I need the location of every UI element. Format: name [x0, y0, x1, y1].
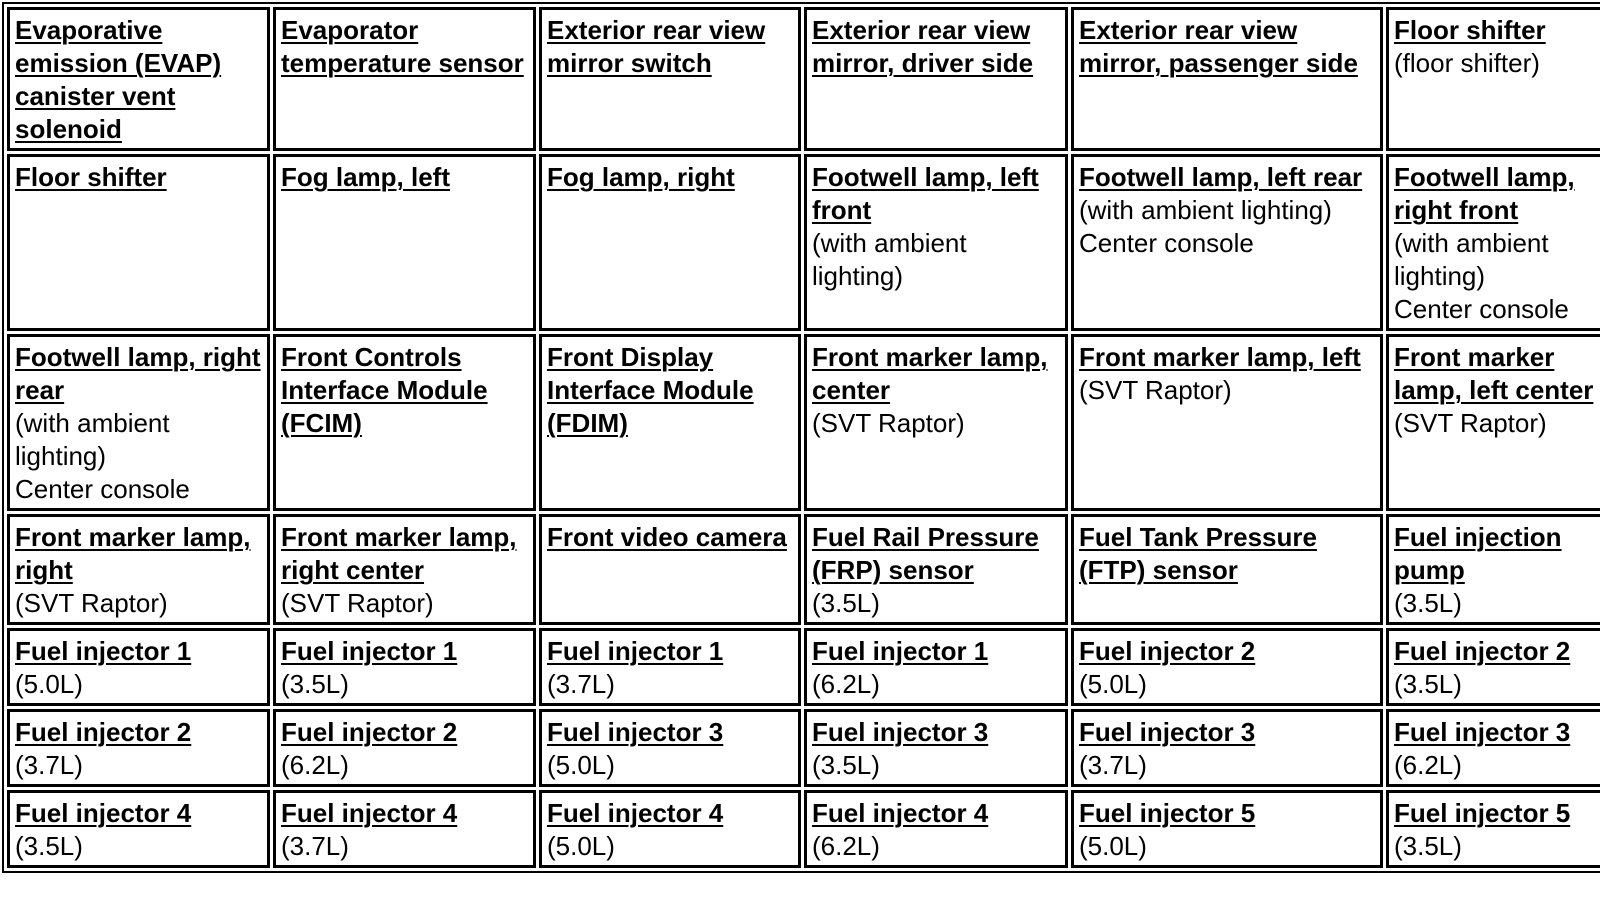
component-note: (3.7L) [281, 831, 349, 861]
component-note: (3.5L) [1394, 669, 1462, 699]
component-link[interactable]: Footwell lamp, right rear [15, 342, 261, 405]
component-cell [1071, 790, 1383, 868]
component-link[interactable]: Fuel injector 2 [281, 717, 458, 747]
component-note: Center console [1394, 294, 1569, 324]
table-row [7, 790, 1600, 868]
component-cell [804, 334, 1068, 511]
component-link[interactable]: Front marker lamp, right center [281, 522, 517, 585]
component-cell [804, 628, 1068, 706]
component-note: (6.2L) [812, 669, 880, 699]
component-note: (SVT Raptor) [281, 588, 434, 618]
component-cell [273, 334, 536, 511]
table-row [7, 628, 1600, 706]
component-index-page [0, 2, 1600, 910]
table-row [7, 709, 1600, 787]
component-link[interactable]: Exterior rear view mirror, driver side [812, 15, 1034, 78]
component-note: (SVT Raptor) [1079, 375, 1232, 405]
component-link[interactable]: Floor shifter [1394, 15, 1546, 45]
component-note: (3.5L) [1394, 831, 1462, 861]
component-cell [539, 709, 801, 787]
component-note: (3.5L) [1394, 588, 1462, 618]
component-link[interactable]: Fuel injector 3 [547, 717, 724, 747]
component-cell [1071, 334, 1383, 511]
component-note: Center console [15, 474, 190, 504]
component-link[interactable]: Exterior rear view mirror switch [547, 15, 766, 78]
component-cell [539, 514, 801, 625]
component-note: (with ambient lighting) [1079, 195, 1332, 225]
table-row [7, 154, 1600, 331]
component-note: (floor shifter) [1394, 48, 1540, 78]
component-note: (3.5L) [281, 669, 349, 699]
component-note: (5.0L) [15, 669, 83, 699]
component-link[interactable]: Fuel injector 2 [1394, 636, 1571, 666]
component-link[interactable]: Fuel Rail Pressure (FRP) sensor [812, 522, 1039, 585]
component-cell [1386, 7, 1600, 151]
table-row [7, 514, 1600, 625]
component-cell [804, 154, 1068, 331]
component-cell [273, 154, 536, 331]
component-link[interactable]: Front marker lamp, left [1079, 342, 1361, 372]
component-link[interactable]: Fuel injection pump [1394, 522, 1562, 585]
component-link[interactable]: Front video camera [547, 522, 787, 552]
component-cell [7, 628, 270, 706]
component-cell [539, 7, 801, 151]
component-cell [273, 514, 536, 625]
component-cell [7, 154, 270, 331]
component-note: (5.0L) [1079, 669, 1147, 699]
component-note: (SVT Raptor) [812, 408, 965, 438]
component-link[interactable]: Fuel injector 4 [15, 798, 192, 828]
component-note: (3.7L) [15, 750, 83, 780]
component-cell [1071, 514, 1383, 625]
table-body [7, 7, 1600, 868]
component-note: (3.7L) [547, 669, 615, 699]
component-cell [1071, 628, 1383, 706]
component-note: (3.7L) [1079, 750, 1147, 780]
component-link[interactable]: Front marker lamp, left center [1394, 342, 1594, 405]
component-link[interactable]: Footwell lamp, left rear [1079, 162, 1363, 192]
component-note: (6.2L) [812, 831, 880, 861]
component-note: (with ambient lighting) [1394, 228, 1549, 291]
component-cell [804, 790, 1068, 868]
component-cell [804, 514, 1068, 625]
component-cell [7, 709, 270, 787]
component-note: (with ambient lighting) [15, 408, 170, 471]
component-link[interactable]: Fuel injector 3 [812, 717, 989, 747]
table-row [7, 334, 1600, 511]
component-note: (3.5L) [812, 750, 880, 780]
component-link[interactable]: Fuel injector 2 [1079, 636, 1256, 666]
component-link[interactable]: Front marker lamp, center [812, 342, 1048, 405]
component-cell [1386, 628, 1600, 706]
component-note: (3.5L) [15, 831, 83, 861]
component-link[interactable]: Footwell lamp, right front [1394, 162, 1575, 225]
component-location-table [2, 2, 1600, 873]
component-cell [539, 154, 801, 331]
component-cell [1386, 790, 1600, 868]
component-note: (5.0L) [547, 750, 615, 780]
component-link[interactable]: Fuel injector 3 [1394, 717, 1571, 747]
component-link[interactable]: Fog lamp, left [281, 162, 450, 192]
component-cell [7, 334, 270, 511]
component-cell [1386, 514, 1600, 625]
component-cell [1386, 334, 1600, 511]
component-link[interactable]: Fuel Tank Pressure (FTP) sensor [1079, 522, 1317, 585]
component-cell [273, 709, 536, 787]
component-cell [1071, 154, 1383, 331]
component-link[interactable]: Front marker lamp, right [15, 522, 251, 585]
component-note: (6.2L) [1394, 750, 1462, 780]
component-cell [1386, 154, 1600, 331]
component-note: (5.0L) [1079, 831, 1147, 861]
component-cell [804, 7, 1068, 151]
component-cell [539, 790, 801, 868]
component-cell [1386, 709, 1600, 787]
component-cell [273, 7, 536, 151]
component-note: (6.2L) [281, 750, 349, 780]
component-note: (SVT Raptor) [15, 588, 168, 618]
component-link[interactable]: Fog lamp, right [547, 162, 735, 192]
component-link[interactable]: Footwell lamp, left front [812, 162, 1039, 225]
component-link[interactable]: Fuel injector 4 [281, 798, 458, 828]
component-note: Center console [1079, 228, 1254, 258]
component-cell [7, 7, 270, 151]
component-cell [1071, 7, 1383, 151]
component-cell [273, 790, 536, 868]
component-cell [273, 628, 536, 706]
component-link[interactable]: Floor shifter [15, 162, 167, 192]
component-link[interactable]: Evaporative emission (EVAP) canister vent solenoid [15, 15, 222, 144]
component-note: (with ambient lighting) [812, 228, 967, 291]
component-cell [7, 790, 270, 868]
component-link[interactable]: Fuel injector 2 [15, 717, 192, 747]
component-cell [539, 334, 801, 511]
component-note: (3.5L) [812, 588, 880, 618]
component-cell [1071, 709, 1383, 787]
component-note: (SVT Raptor) [1394, 408, 1547, 438]
component-link[interactable]: Exterior rear view mirror, passenger side [1079, 15, 1358, 78]
component-note: (5.0L) [547, 831, 615, 861]
component-link[interactable]: Front Display Interface Module (FDIM) [547, 342, 754, 438]
component-cell [539, 628, 801, 706]
component-link[interactable]: Fuel injector 3 [1079, 717, 1256, 747]
component-cell [7, 514, 270, 625]
component-link[interactable]: Fuel injector 5 [1079, 798, 1256, 828]
component-link[interactable]: Fuel injector 1 [281, 636, 458, 666]
table-row [7, 7, 1600, 151]
component-link[interactable]: Fuel injector 5 [1394, 798, 1571, 828]
component-cell [804, 709, 1068, 787]
component-link[interactable]: Fuel injector 1 [547, 636, 724, 666]
component-link[interactable]: Fuel injector 1 [15, 636, 192, 666]
component-link[interactable]: Fuel injector 1 [812, 636, 989, 666]
component-link[interactable]: Front Controls Interface Module (FCIM) [281, 342, 488, 438]
component-link[interactable]: Fuel injector 4 [547, 798, 724, 828]
component-link[interactable]: Fuel injector 4 [812, 798, 989, 828]
component-link[interactable]: Evaporator temperature sensor [281, 15, 524, 78]
